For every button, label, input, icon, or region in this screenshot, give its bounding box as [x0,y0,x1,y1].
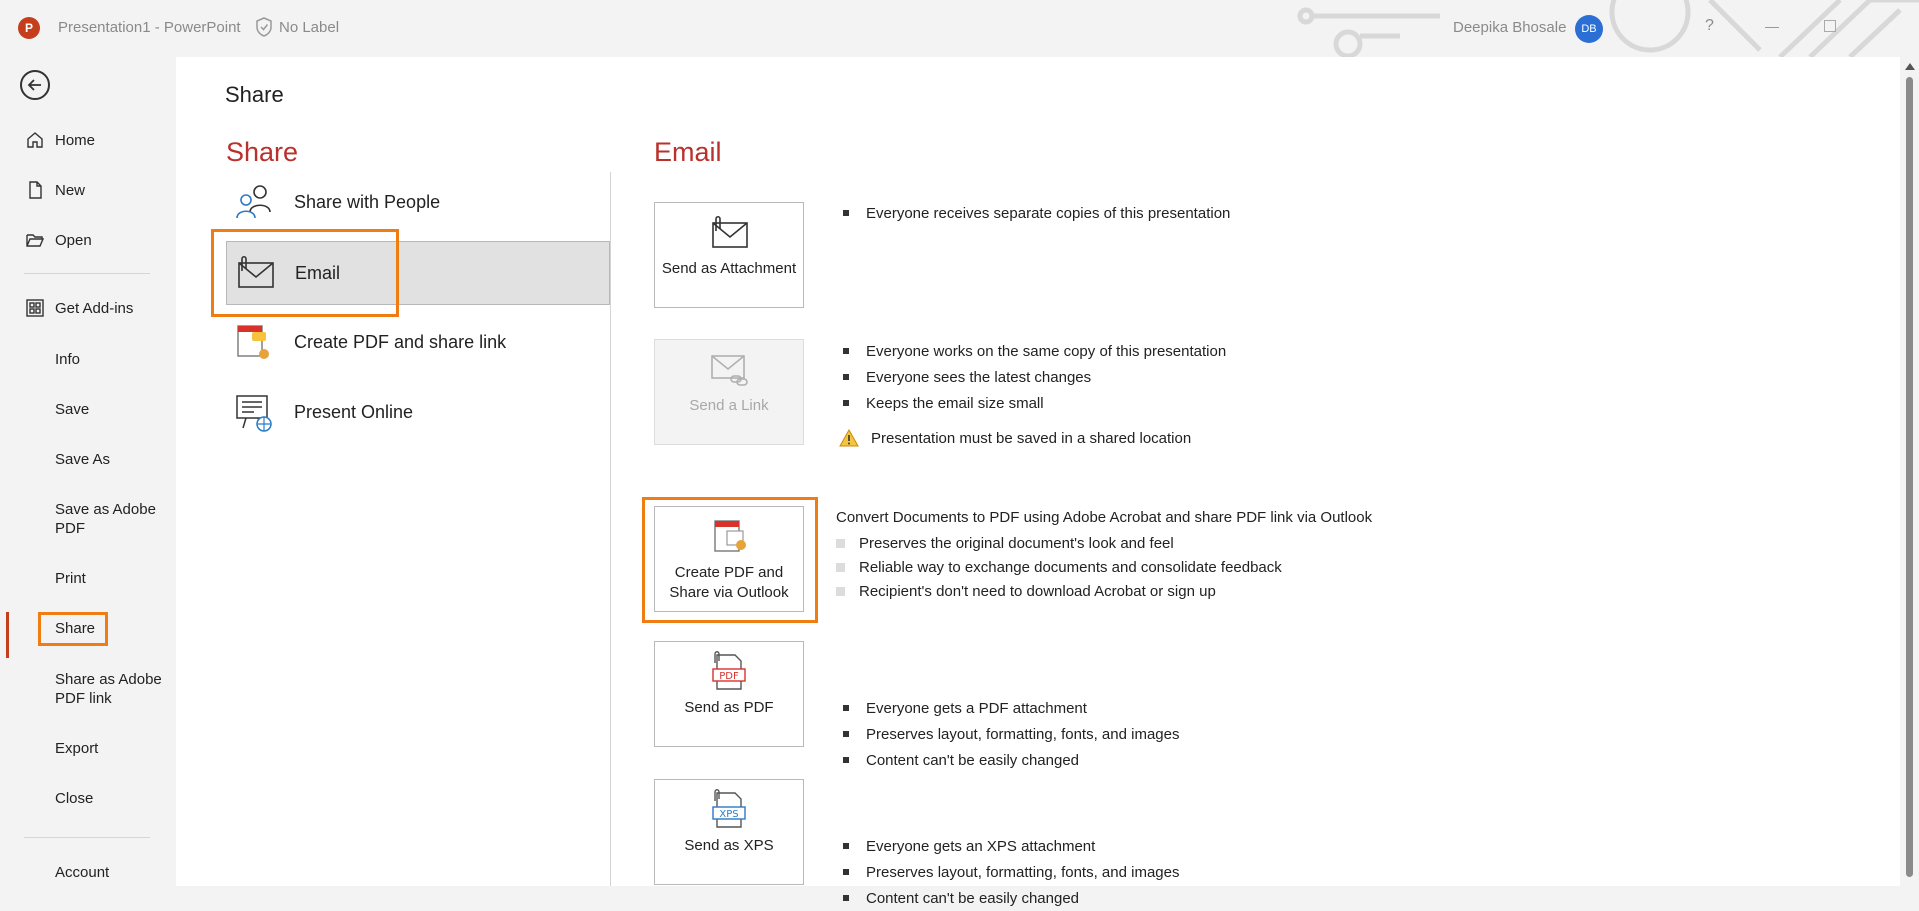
share-option-present-online[interactable] [226,380,606,444]
nav-item-label: Open [55,231,92,249]
pdf-badge: PDF [719,671,739,682]
button-label: Send as PDF [684,699,774,716]
nav-item-new[interactable] [24,179,174,201]
create-pdf-bullet-list [836,531,1282,603]
create-pdf-icon [707,517,751,557]
button-label: Send as XPS [684,837,774,854]
back-button[interactable] [20,70,50,100]
nav-item-account[interactable]: Account [55,864,110,881]
nav-item-info[interactable]: Info [55,351,81,368]
vertical-divider [610,172,611,886]
share-option-label: Share with People [294,191,441,212]
new-document-icon [24,179,46,201]
scrollbar-thumb[interactable] [1906,77,1913,877]
nav-item-home[interactable] [24,129,174,151]
nav-item-share[interactable]: Share [55,620,96,637]
user-name[interactable]: Deepika Bhosale [1453,19,1567,36]
list-item: Everyone gets a PDF attachment [839,695,1179,721]
page-title: Share [225,82,284,107]
list-item: Reliable way to exchange documents and consolidate feedback [836,555,1282,579]
nav-item-save-as-adobe-pdf[interactable]: Save as Adobe PDF [55,501,156,537]
nav-active-indicator [6,612,9,658]
sensitivity-label[interactable]: No Label [279,19,340,36]
title-bar [0,0,1919,57]
nav-item-share-as-adobe-pdf-link[interactable]: Share as Adobe PDF link [55,671,162,707]
user-avatar[interactable]: DB [1575,15,1603,43]
list-item: Content can't be easily changed [839,747,1179,773]
list-item: Everyone works on the same copy of this presentation [839,338,1226,364]
button-label: Send as Attachment [661,260,797,277]
create-pdf-and-share-via-outlook-button[interactable] [654,506,804,612]
xps-badge: XPS [719,809,739,820]
folder-open-icon [24,229,46,251]
pdf-attachment-icon [707,652,751,692]
add-ins-grid-icon [24,297,46,319]
list-item: Preserves layout, formatting, fonts, and images [839,721,1179,747]
email-link-icon [707,350,751,390]
nav-item-close[interactable]: Close [55,790,94,807]
list-item: Content can't be easily changed [839,885,1179,911]
window-title: Presentation1 - PowerPoint [58,19,241,36]
pdf-bullet-list [839,695,1179,773]
nav-item-label: Home [55,131,96,149]
back-arrow-icon [27,77,43,93]
nav-item-label: New [55,181,86,199]
nav-separator [24,273,150,274]
present-online-icon [232,390,276,434]
list-item: Everyone gets an XPS attachment [839,833,1179,859]
share-option-share-with-people[interactable] [226,170,606,234]
share-pane [176,57,1900,907]
share-option-label: Present Online [294,401,414,422]
link-bullet-list [839,338,1226,451]
list-item: Keeps the email size small [839,390,1226,416]
scroll-up-arrow-icon[interactable] [1905,63,1915,70]
create-pdf-description: Convert Documents to PDF using Adobe Acrobat and share PDF link via Outlook [836,509,1373,526]
nav-item-open[interactable] [24,229,174,251]
list-item: Everyone sees the latest changes [839,364,1226,390]
email-attachment-icon [707,213,751,253]
xps-bullet-list [839,833,1179,911]
vertical-scrollbar[interactable] [1900,57,1919,886]
maximize-button[interactable] [1824,20,1836,32]
nav-item-save-as[interactable]: Save As [55,451,111,468]
send-as-attachment-button[interactable] [654,202,804,308]
list-item: Preserves layout, formatting, fonts, and images [839,859,1179,885]
share-option-label: Create PDF and share link [294,331,507,352]
share-option-label: Email [295,262,341,283]
share-section-heading: Share [226,137,299,167]
powerpoint-logo-icon: P [18,17,40,39]
nav-item-print[interactable]: Print [55,570,86,587]
send-as-xps-button[interactable] [654,779,804,885]
nav-item-save[interactable]: Save [55,401,90,418]
list-item: Everyone receives separate copies of this presentation [839,200,1230,226]
home-icon [24,129,46,151]
email-section-heading: Email [654,137,722,167]
send-a-link-button[interactable] [654,339,804,445]
nav-item-get-add-ins[interactable] [24,297,174,319]
list-item: Presentation must be saved in a shared location [839,425,1226,451]
nav-item-export[interactable]: Export [55,740,99,757]
button-label: Send a Link [689,397,769,414]
xps-attachment-icon [707,790,751,830]
warning-icon [839,429,859,447]
people-icon [232,180,276,224]
nav-separator [24,837,150,838]
send-as-pdf-button[interactable] [654,641,804,747]
backstage-nav [0,57,176,886]
list-item: Preserves the original document's look and feel [836,531,1282,555]
nav-item-label: Get Add-ins [55,299,134,317]
list-item: Recipient's don't need to download Acrobat or sign up [836,579,1282,603]
attachment-bullet-list [839,200,1230,226]
sensitivity-shield-icon[interactable] [254,16,274,38]
email-highlight-box [211,229,399,317]
share-option-create-pdf-and-share-link[interactable] [226,310,606,374]
button-label: Create PDF and Share via Outlook [669,564,789,601]
minimize-button[interactable] [1765,27,1779,28]
help-button[interactable]: ? [1705,17,1714,34]
share-highlight-box [38,612,108,646]
create-pdf-icon [232,320,276,364]
